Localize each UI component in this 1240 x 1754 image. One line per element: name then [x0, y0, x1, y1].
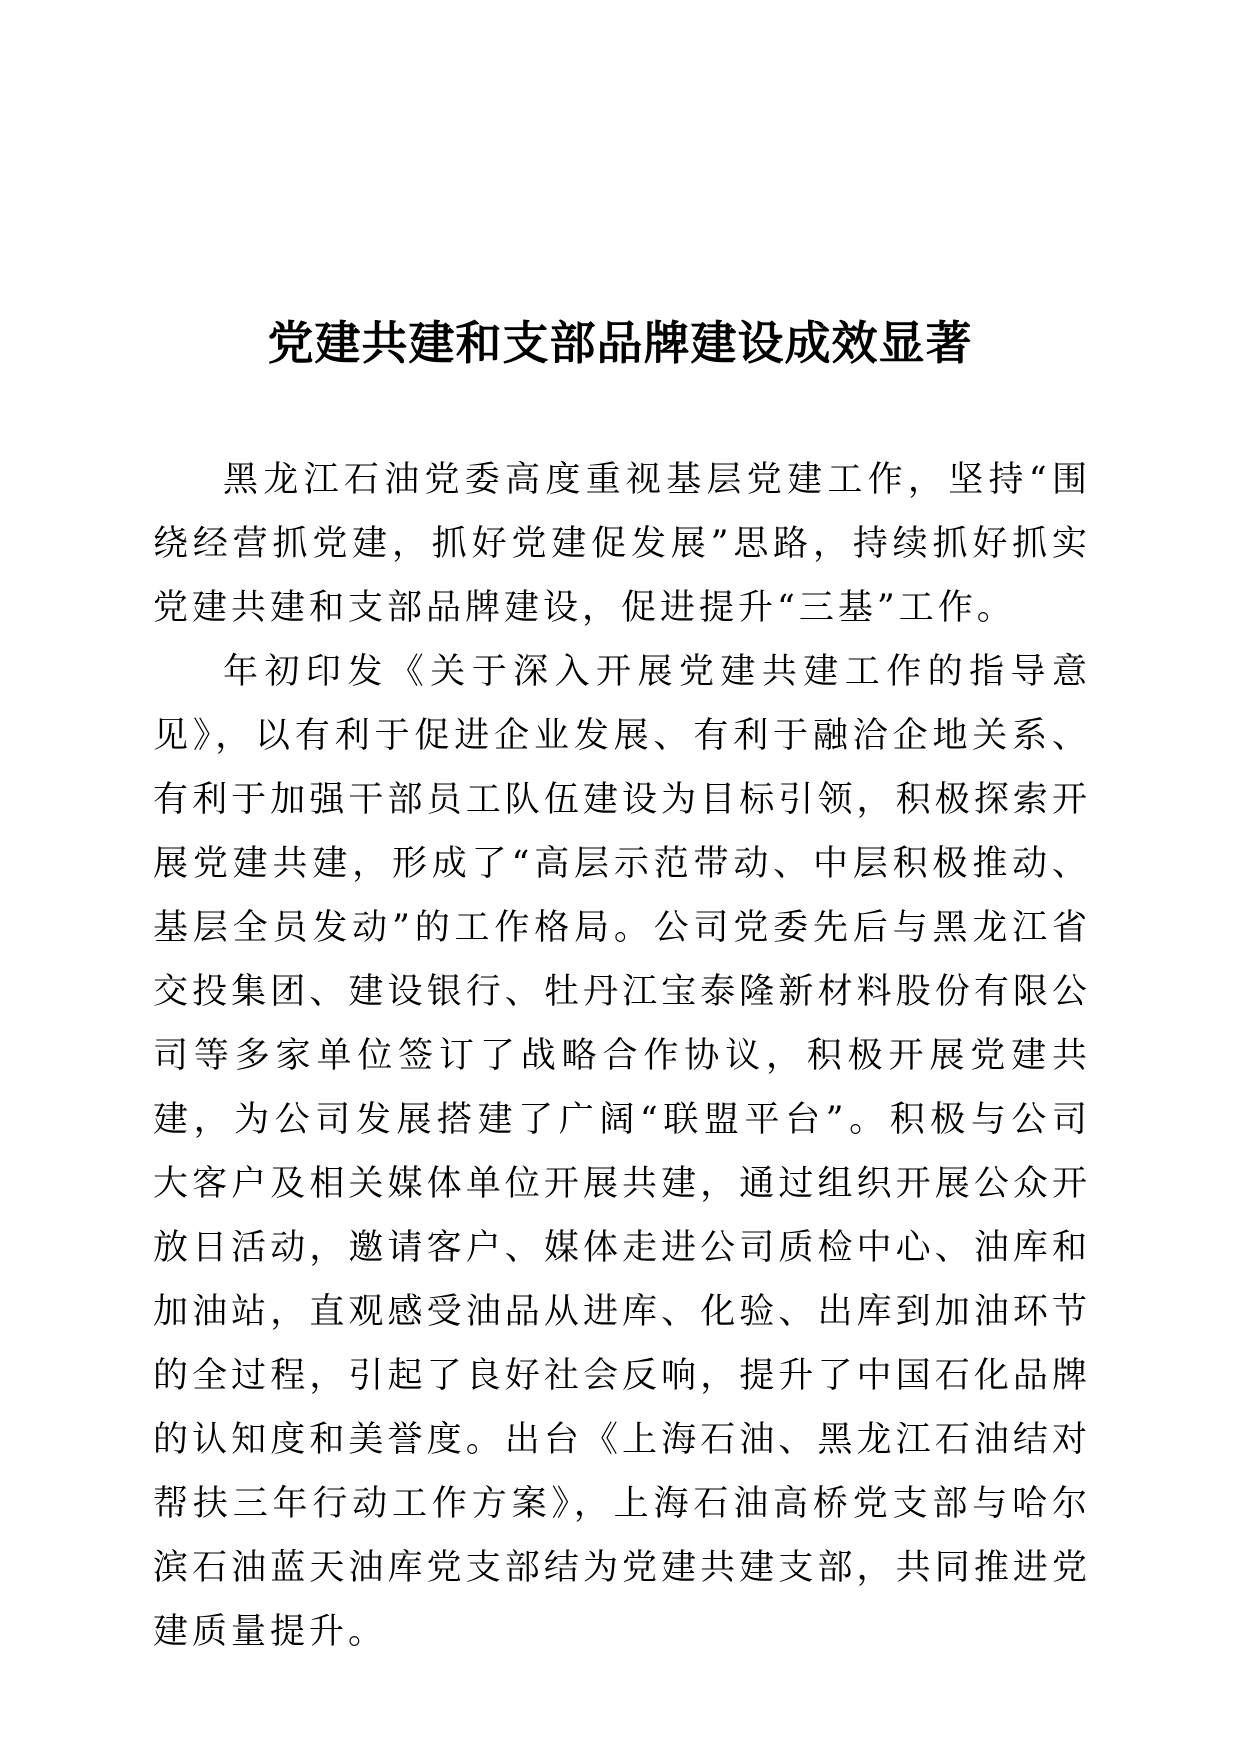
document-title: 党建共建和支部品牌建设成效显著: [267, 316, 973, 370]
paragraph-intro: 黑龙江石油党委高度重视基层党建工作，坚持“围绕经营抓党建，抓好党建促发展”思路，持续抓好抓实党建共建和支部品牌建设，促进提升“三基”工作。: [153, 460, 1091, 628]
paragraph-main: 年初印发《关于深入开展党建共建工作的指导意见》，以有利于促进企业发展、有利于融洽企地关系、有利于加强干部员工队伍建设为目标引领，积极探索开展党建共建，形成了“高层示范带动、中层积极推动、基层全员发动”的工作格局。公司党委先后与黑龙江省交投集团、建设银行、牡丹江宝泰隆新材料股份有限公司等多家单位签订了战略合作协议，积极开展党建共建，为公司发展搭建了广阔“联盟平台”。积极与公司大客户及相关媒体单位开展共建，通过组织开展公众开放日活动，邀请客户、媒体走进公司质检中心、油库和加油站，直观感受油品从进库、化验、出库到加油环节的全过程，引起了良好社会反响，提升了中国石化品牌的认知度和美誉度。出台《上海石油、黑龙江石油结对帮扶三年行动工作方案》，上海石油高桥党支部与哈尔滨石油蓝天油库党支部结为党建共建支部，共同推进党建质量提升。: [153, 652, 1091, 1652]
document-body: [153, 448, 1091, 1664]
